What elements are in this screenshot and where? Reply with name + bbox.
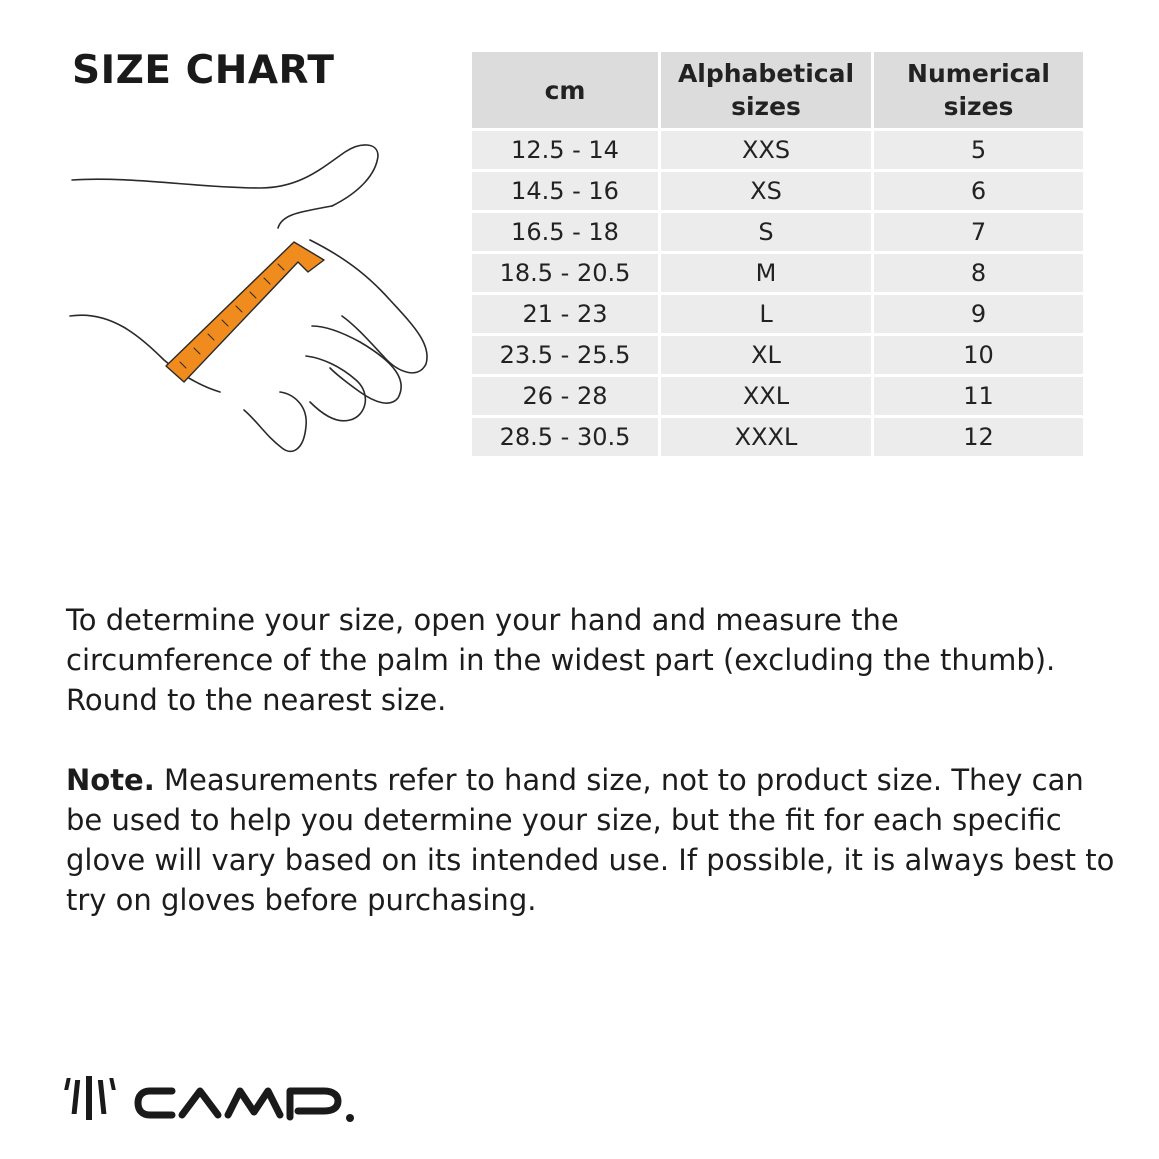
- cell-alphabetical: XXS: [661, 131, 871, 169]
- camp-logo: [62, 1072, 372, 1130]
- cell-numerical: 7: [874, 213, 1083, 251]
- cell-numerical: 9: [874, 295, 1083, 333]
- instructions-line-3: Round to the nearest size.: [66, 683, 447, 717]
- cell-cm: 28.5 - 30.5: [472, 418, 658, 456]
- header-cm: cm: [472, 52, 658, 128]
- header-alphabetical-line2: sizes: [731, 92, 801, 121]
- header-alphabetical: [661, 52, 871, 128]
- instructions-line-1: To determine your size, open your hand and measure the: [66, 603, 899, 637]
- cell-alphabetical: XXL: [661, 377, 871, 415]
- cell-numerical: 10: [874, 336, 1083, 374]
- cell-numerical: 8: [874, 254, 1083, 292]
- table-row: [472, 295, 1083, 333]
- table-row: [472, 336, 1083, 374]
- cell-numerical: 6: [874, 172, 1083, 210]
- header-numerical: [874, 52, 1083, 128]
- cell-cm: 26 - 28: [472, 377, 658, 415]
- header-alphabetical-line1: Alphabetical: [677, 59, 855, 88]
- cell-numerical: 12: [874, 418, 1083, 456]
- note-label: Note.: [66, 763, 155, 797]
- table-header-row: [472, 52, 1083, 128]
- table-row: [472, 213, 1083, 251]
- cell-cm: 18.5 - 20.5: [472, 254, 658, 292]
- note-text: Measurements refer to hand size, not to product size. They can be used to help you determine your size, but the fit for each specific glove will vary based on its intended use. If possible, it is always best to try on gloves before purchasing.: [66, 763, 1115, 917]
- cell-cm: 16.5 - 18: [472, 213, 658, 251]
- cell-alphabetical: M: [661, 254, 871, 292]
- cell-cm: 14.5 - 16: [472, 172, 658, 210]
- cell-alphabetical: XXXL: [661, 418, 871, 456]
- cell-alphabetical: L: [661, 295, 871, 333]
- header-numerical-line1: Numerical: [907, 59, 1050, 88]
- cell-cm: 21 - 23: [472, 295, 658, 333]
- cell-numerical: 5: [874, 131, 1083, 169]
- cell-alphabetical: XL: [661, 336, 871, 374]
- hand-measuring-tape-icon: [60, 130, 450, 470]
- note-paragraph: [66, 760, 1126, 920]
- cell-alphabetical: XS: [661, 172, 871, 210]
- cell-cm: 12.5 - 14: [472, 131, 658, 169]
- page-title: SIZE CHART: [72, 48, 335, 93]
- cell-numerical: 11: [874, 377, 1083, 415]
- instructions-paragraph: [66, 600, 1126, 720]
- header-numerical-line2: sizes: [943, 92, 1014, 121]
- table-row: [472, 418, 1083, 456]
- table-row: [472, 131, 1083, 169]
- size-table: [469, 49, 1086, 459]
- instructions-line-2: circumference of the palm in the widest part (excluding the thumb).: [66, 643, 1056, 677]
- cell-alphabetical: S: [661, 213, 871, 251]
- table-row: [472, 172, 1083, 210]
- cell-cm: 23.5 - 25.5: [472, 336, 658, 374]
- table-row: [472, 254, 1083, 292]
- table-row: [472, 377, 1083, 415]
